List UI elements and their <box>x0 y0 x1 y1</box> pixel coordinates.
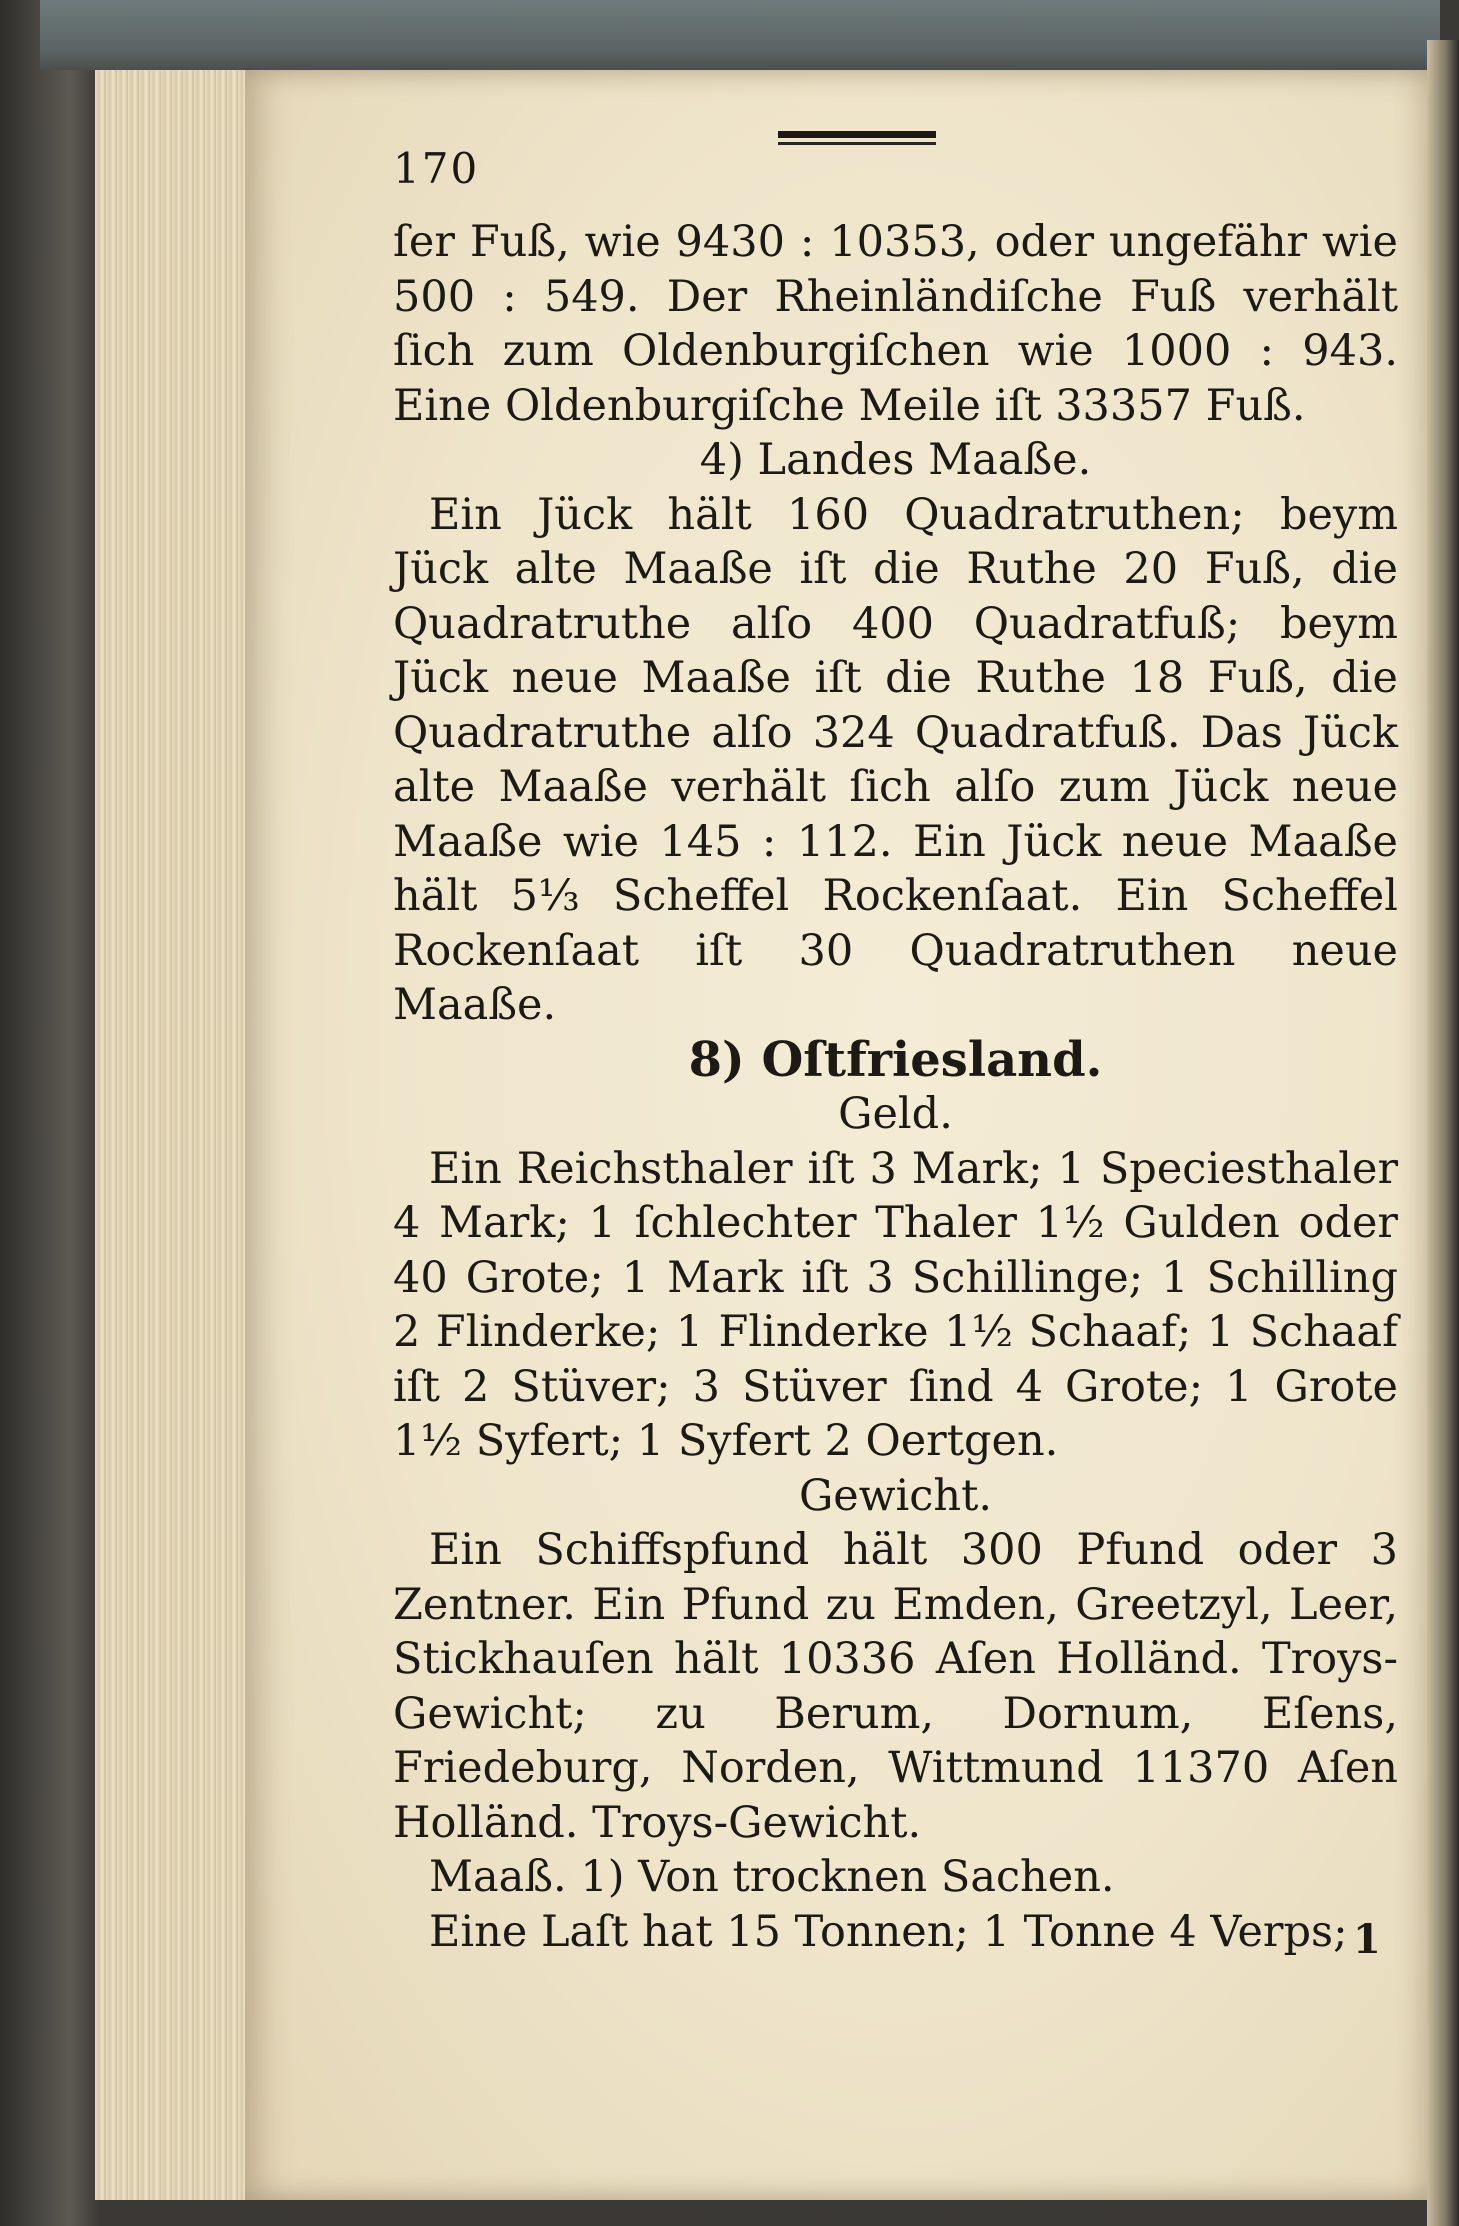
page-body <box>393 215 1398 1959</box>
page-stack-edge <box>95 70 245 2200</box>
paragraph-maass: Eine Laſt hat 15 Tonnen; 1 Tonne 4 Verps; <box>429 1906 1348 1957</box>
book-cover-edge <box>40 0 1440 70</box>
heading-gewicht: Gewicht. <box>798 1470 993 1521</box>
heading-maass: Maaß. 1) Von trocknen Sachen. <box>429 1852 1115 1902</box>
paragraph-geld: Ein Reichsthaler iſt 3 Mark; 1 Speciesthaler 4 Mark; 1 ſchlechter Thaler 1½ Gulden oder 40 Grote; 1 Mark iſt 3 Schillinge; 1 Schilling 2 Flinderke; 1 Flinderke 1½ Schaaf; 1 Schaaf iſt 2 Stüver; 3 Stüver ſind 4 Grote; 1 Grote 1½ Syfert; 1 Syfert 2 Oertgen. <box>393 1143 1398 1466</box>
section-title-ostfriesland: 8) Oſtfriesland. <box>688 1031 1103 1088</box>
page-number: 170 <box>393 144 480 193</box>
paragraph-oldenburg-foot: ſer Fuß, wie 9430 : 10353, oder ungefähr wie 500 : 549. Der Rheinländiſche Fuß verhält ſich zum Oldenburgiſchen wie 1000 : 943. Eine Oldenburgiſche Meile iſt 33357 Fuß. <box>393 217 1398 431</box>
book-gutter <box>1427 40 1459 2226</box>
header-ornament-rule <box>778 131 936 149</box>
catchword: 1 <box>1353 1916 1381 1963</box>
paragraph-landes-maasse: Ein Jück hält 160 Quadratruthen; beym Jück alte Maaße iſt die Ruthe 20 Fuß, die Quadratruthe alſo 400 Quadratfuß; beym Jück neue Maaße iſt die Ruthe 18 Fuß, die Quadratruthe alſo 324 Quadratfuß. Das Jück alte Maaße verhält ſich alſo zum Jück neue Maaße wie 145 : 112. Ein Jück neue Maaße hält 5⅓ Scheffel Rockenſaat. Ein Scheffel Rockenſaat iſt 30 Quadratruthen neue Maaße. <box>393 489 1398 1030</box>
paragraph-gewicht: Ein Schiffspfund hält 300 Pfund oder 3 Zentner. Ein Pfund zu Emden, Greetzyl, Leer, Stickhauſen hält 10336 Aſen Holländ. Troys-Gewicht; zu Berum, Dornum, Eſens, Friedeburg, Norden, Wittmund 11370 Aſen Holländ. Troys-Gewicht. <box>393 1525 1398 1848</box>
heading-landes-maasse: 4) Landes Maaße. <box>699 435 1092 485</box>
book-page <box>245 70 1427 2200</box>
heading-geld: Geld. <box>838 1089 953 1139</box>
